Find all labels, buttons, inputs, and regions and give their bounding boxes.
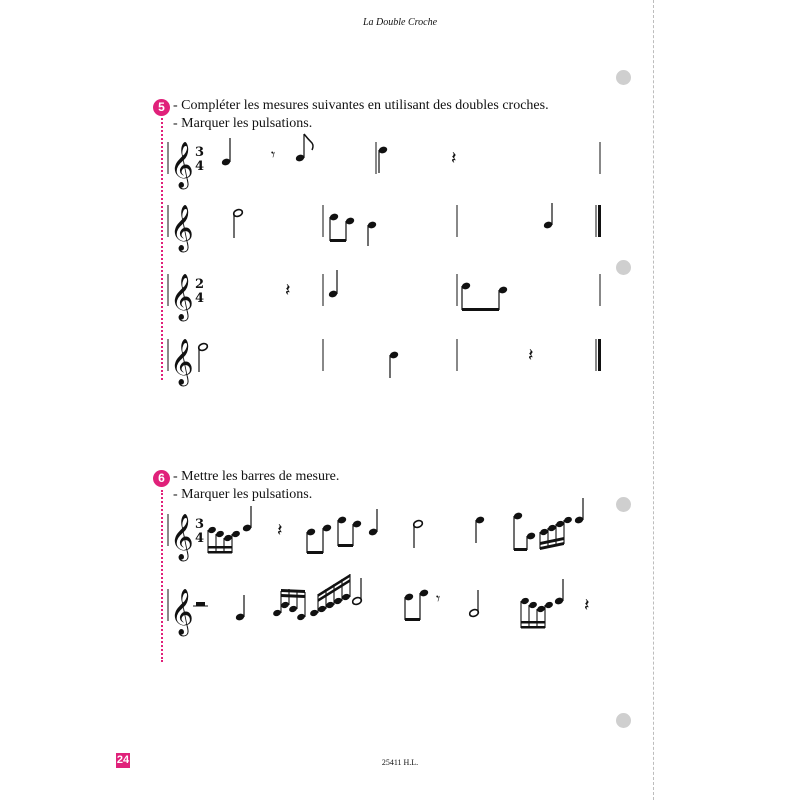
exercise-5-instruction-2: - Marquer les pulsations.	[173, 116, 313, 131]
exercise-6-number: 6	[153, 470, 170, 487]
exercise-5-number: 5	[153, 99, 170, 116]
time-signature-top: 2	[195, 277, 205, 292]
quarter-rest: 𝄽	[528, 345, 534, 366]
page-number: 24	[116, 754, 130, 766]
time-signature-bottom: 4	[195, 531, 205, 546]
treble-clef-icon: 𝄞	[170, 205, 194, 251]
quarter-rest: 𝄽	[451, 148, 457, 169]
half-rest	[196, 602, 205, 606]
staff-6-2	[168, 574, 600, 637]
time-signature-bottom: 4	[195, 291, 205, 306]
treble-clef-icon: 𝄞	[170, 339, 194, 385]
footer-reference: 25411 H.L.	[381, 758, 419, 767]
treble-clef-icon: 𝄞	[170, 589, 194, 635]
eighth-rest: 𝄾	[271, 145, 276, 164]
sixteenth-group	[207, 526, 241, 554]
exercise-6-instruction-1: - Mettre les barres de mesure.	[173, 469, 340, 484]
staff-5-3	[168, 270, 600, 322]
sixteenth-group	[539, 516, 573, 550]
treble-clef-icon: 𝄞	[170, 274, 194, 320]
eighth-rest: 𝄾	[436, 589, 441, 608]
sixteenth-group	[520, 597, 554, 629]
exercise-5-instruction-1: - Compléter les mesures suivantes en utilisant des doubles croches.	[173, 98, 549, 113]
staff-5-4	[168, 339, 601, 387]
time-signature-bottom: 4	[195, 159, 205, 174]
exercise-6-instruction-2: - Marquer les pulsations.	[173, 487, 313, 502]
running-head: La Double Croche	[362, 17, 438, 28]
time-signature-top: 3	[195, 145, 205, 160]
staff-5-1	[168, 134, 600, 190]
quarter-rest: 𝄽	[285, 280, 291, 301]
staff-6-1	[168, 498, 600, 562]
staff-5-2	[168, 203, 601, 253]
quarter-rest: 𝄽	[277, 520, 283, 541]
quarter-rest: 𝄽	[584, 595, 590, 616]
sixteenth-group	[309, 574, 351, 617]
treble-clef-icon: 𝄞	[170, 142, 194, 188]
time-signature-top: 3	[195, 517, 205, 532]
sixteenth-group	[272, 589, 306, 621]
treble-clef-icon: 𝄞	[170, 514, 194, 560]
